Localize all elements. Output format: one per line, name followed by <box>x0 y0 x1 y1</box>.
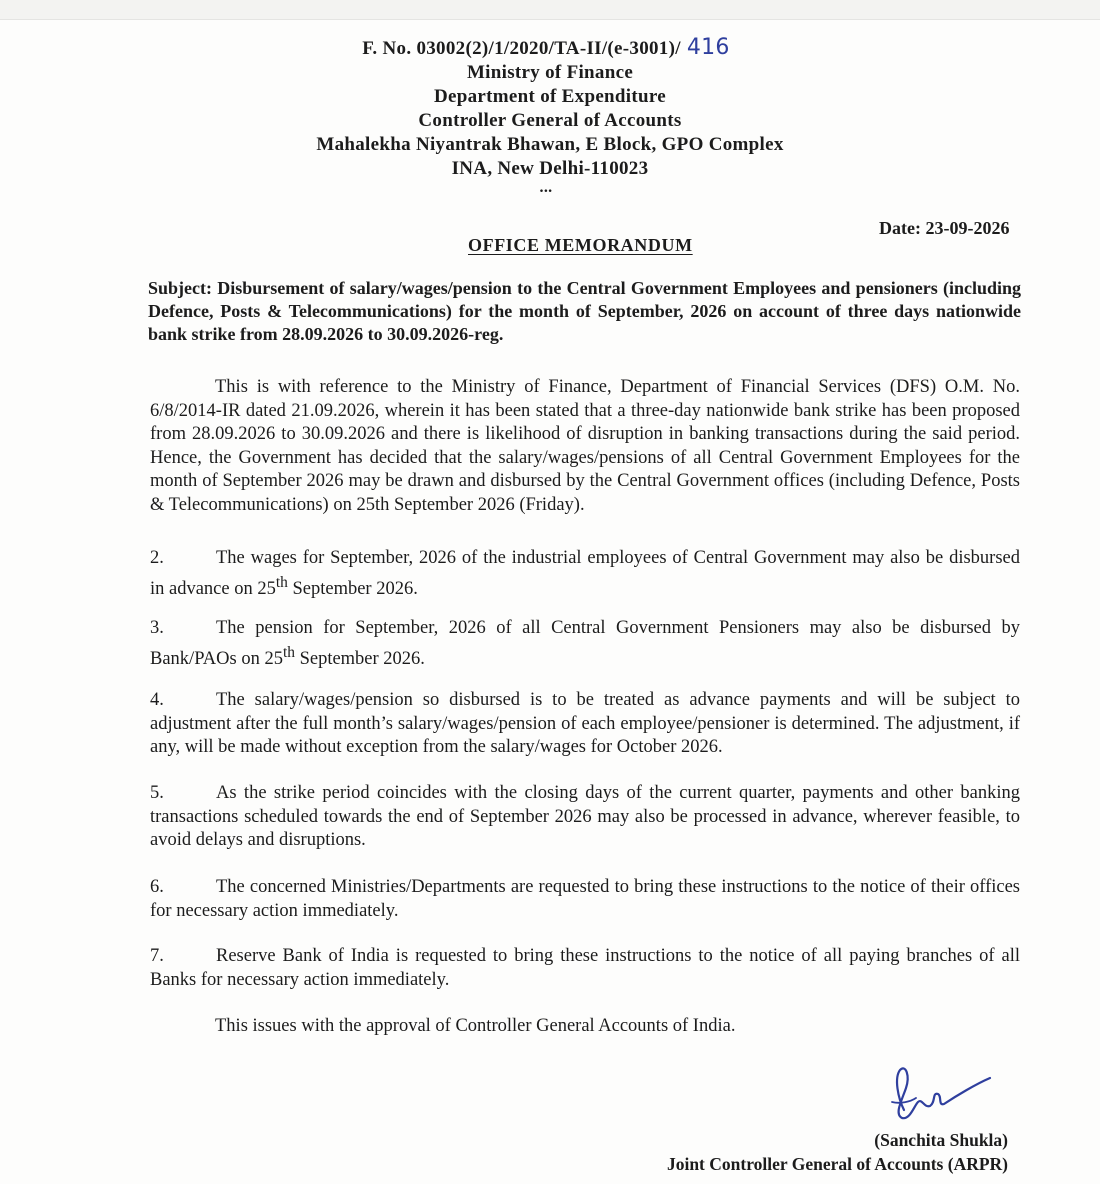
paragraph-text: The concerned Ministries/Departments are requested to bring these instructions to the notice of their offices for necessary action immediately. <box>150 877 1020 921</box>
paragraph-text: The wages for September, 2026 of the industrial employees of Central Government may also be disbursed in advance on 25 <box>150 548 1020 599</box>
paragraph-text: The pension for September, 2026 of all Central Government Pensioners may also be disbursed by Bank/PAOs on 25 <box>150 618 1020 669</box>
paragraph-1: This is with reference to the Ministry of Finance, Department of Financial Services (DFS) O.M. No. 6/8/2014-IR dated 21.09.2026, wherein it has been stated that a three-day nationwide bank strike has been proposed from 28.09.2026 to 30.09.2026 and there is likelihood of disruption in banking transactions during the said period. Hence, the Government has decided that the salary/wages/pensions of all Central Government Employees for the month of September 2026 may be drawn and disbursed by the Central Government offices (including Defence, Posts & Telecommunications) on 25th September 2026 (Friday). <box>150 377 1020 515</box>
file-number-line <box>0 36 1096 61</box>
paragraph-7 <box>150 945 1020 992</box>
paragraph-tail: September 2026. <box>294 648 425 669</box>
paragraph-text: As the strike period coincides with the closing days of the current quarter, payments and other banking transactions scheduled towards the end of September 2026 may also be processed in advance, wherever feasible, to avoid delays and disruptions. <box>150 783 1020 850</box>
paragraph-number: 5. <box>150 783 164 803</box>
paragraph-4 <box>150 689 1020 760</box>
paragraph-number: 7. <box>150 946 164 966</box>
ordinal-suffix: th <box>275 573 288 591</box>
closing-line: This issues with the approval of Controller General Accounts of India. <box>215 1016 736 1036</box>
paragraph-number: 6. <box>150 877 164 897</box>
paragraph-tail: September 2026. <box>287 578 418 599</box>
address-line-2: INA, New Delhi-110023 <box>451 158 649 179</box>
subject-line: Subject: Disbursement of salary/wages/pension to the Central Government Employees and pensioners (including Defence, Posts & Telecommunications) for the month of September, 2026 on account of three days nationwide bank strike from 28.09.2026 to 30.09.2026-reg. <box>148 278 1021 344</box>
paragraph-text: Reserve Bank of India is requested to bring these instructions to the notice of all paying branches of all Banks for necessary action immediately. <box>150 946 1020 990</box>
ordinal-suffix: th <box>282 643 295 661</box>
handwritten-number: 416 <box>686 35 730 60</box>
paragraph-5 <box>150 782 1020 853</box>
memo-title: OFFICE MEMORANDUM <box>468 235 693 255</box>
top-edge-strip <box>0 0 1100 20</box>
department-name: Department of Expenditure <box>434 86 666 107</box>
paragraph-text: The salary/wages/pension so disbursed is to be treated as advance payments and will be subject to adjustment after the full month’s salary/wages/pension of each employee/pensioner is determined. The adjustment, if any, will be made without exception from the salary/wages for October 2026. <box>150 690 1020 757</box>
paragraph-number: 4. <box>150 690 164 710</box>
address-line-1: Mahalekha Niyantrak Bhawan, E Block, GPO Complex <box>316 134 784 155</box>
signatory-name: (Sanchita Shukla) <box>874 1130 1008 1150</box>
signature-icon <box>880 1062 1000 1132</box>
signatory-block <box>667 1128 1008 1176</box>
signatory-designation: Joint Controller General of Accounts (ARPR) <box>666 1154 1008 1174</box>
paragraph-6 <box>150 876 1020 923</box>
memo-date: Date: 23-09-2026 <box>879 218 1010 238</box>
paragraph-2 <box>150 547 1020 601</box>
office-name: Controller General of Accounts <box>418 110 682 131</box>
letterhead <box>0 36 1100 195</box>
file-number: F. No. 03002(2)/1/2020/TA-II/(e-3001)/ <box>362 38 681 59</box>
paragraph-number: 2. <box>150 548 164 568</box>
ministry-name: Ministry of Finance <box>466 62 634 83</box>
paragraph-3 <box>150 617 1020 671</box>
header-separator: ... <box>539 179 553 196</box>
paragraph-number: 3. <box>150 618 164 638</box>
